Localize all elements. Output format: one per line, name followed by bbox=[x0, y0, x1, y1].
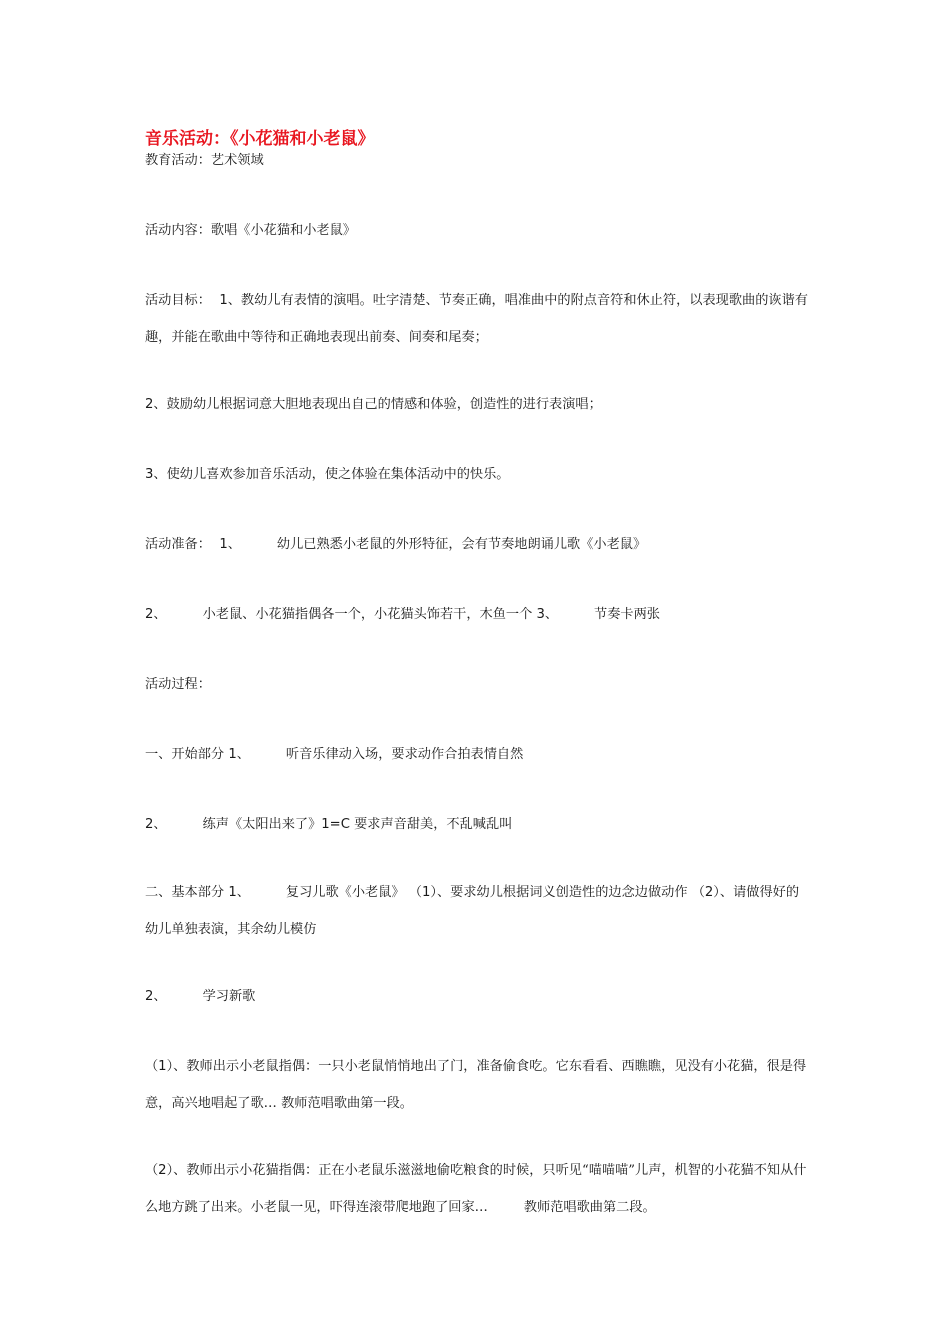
prep-2-mark: 、 bbox=[153, 607, 167, 622]
step-2-text-b: 教师范唱歌曲第二段。 bbox=[523, 1200, 656, 1215]
content-line: 活动内容：歌唱《小花猫和小老鼠》 bbox=[145, 223, 356, 238]
goals-label: 活动目标： bbox=[145, 293, 211, 308]
part2-2-mark: 、 bbox=[153, 989, 167, 1004]
prep-2-text: 小老鼠、小花猫指偶各一个，小花猫头饰若干，木鱼一个 bbox=[202, 607, 533, 622]
prep-3-number: 3 bbox=[536, 607, 545, 622]
part2-2-number: 2 bbox=[145, 989, 154, 1004]
part1-item-1 bbox=[145, 736, 810, 773]
prep-1-text: 幼儿已熟悉小老鼠的外形特征，会有节奏地朗诵儿歌《小老鼠》 bbox=[276, 537, 647, 552]
goal-2-number: 2 bbox=[145, 397, 154, 412]
goal-2-text: 、鼓励幼儿根据词意大胆地表现出自己的情感和体验，创造性的进行表演唱； bbox=[153, 397, 602, 412]
part1-item-2 bbox=[145, 806, 810, 843]
part1-label: 一、开始部分 bbox=[145, 747, 225, 762]
part1-1-text: 听音乐律动入场，要求动作合拍表情自然 bbox=[285, 747, 524, 762]
step-2-text-a: 、教师出示小花猫指偶：正在小老鼠乐滋滋地偷吃粮食的时候，只听见“喵喵喵”儿声，机智的小花猫不知从什么地方跳了出来。小老鼠一见，吓得连滚带爬地跑了回家… bbox=[145, 1163, 807, 1215]
goal-1-number: 1 bbox=[219, 293, 228, 308]
part1-2-mark: 、 bbox=[153, 817, 167, 832]
prep-label: 活动准备： bbox=[145, 537, 211, 552]
goal-item-2 bbox=[145, 386, 810, 423]
step-1-number: （1） bbox=[145, 1059, 174, 1074]
part1-1-number: 1 bbox=[228, 747, 237, 762]
part2-item-1 bbox=[145, 874, 810, 948]
field-line: 教育活动：艺术领域 bbox=[145, 153, 264, 168]
part2-step-2 bbox=[145, 1152, 810, 1226]
part2-1-sub1: （1） bbox=[408, 885, 437, 900]
part2-1-text-c: 、请做得好的幼儿单独表演，其余幼儿模仿 bbox=[145, 885, 800, 937]
prep-item-2-3 bbox=[145, 596, 810, 633]
prep-1-mark: 、 bbox=[227, 537, 241, 552]
part2-1-text-a: 复习儿歌《小老鼠》 bbox=[285, 885, 405, 900]
part2-item-2 bbox=[145, 978, 810, 1015]
part1-2-key: 1=C bbox=[321, 817, 350, 832]
part1-2-text-b: 要求声音甜美，不乱喊乱叫 bbox=[354, 817, 513, 832]
part2-1-mark: 、 bbox=[236, 885, 250, 900]
part2-step-1 bbox=[145, 1048, 810, 1122]
part1-1-mark: 、 bbox=[236, 747, 250, 762]
step-1-text: 、教师出示小老鼠指偶：一只小老鼠悄悄地出了门，准备偷食吃。它东看看、西瞧瞧，见没有小花猫，很是得意，高兴地唱起了歌… 教师范唱歌曲第一段。 bbox=[145, 1059, 807, 1111]
prep-item-1 bbox=[145, 526, 810, 563]
document-title: 音乐活动：《小花猫和小老鼠》 bbox=[145, 129, 375, 149]
goal-1-text: 、教幼儿有表情的演唱。吐字清楚、节奏正确，唱准曲中的附点音符和休止符，以表现歌曲的诙谐有趣，并能在歌曲中等待和正确地表现出前奏、间奏和尾奏； bbox=[145, 293, 808, 345]
goal-3-text: 、使幼儿喜欢参加音乐活动，使之体验在集体活动中的快乐。 bbox=[153, 467, 510, 482]
goal-item-1 bbox=[145, 282, 810, 356]
prep-3-text: 节奏卡两张 bbox=[594, 607, 660, 622]
process-label: 活动过程： bbox=[145, 677, 211, 692]
prep-3-mark: 、 bbox=[544, 607, 559, 622]
prep-1-number: 1 bbox=[219, 537, 228, 552]
part2-1-text-b: 、要求幼儿根据词义创造性的边念边做动作 bbox=[436, 885, 688, 900]
part2-1-sub2: （2） bbox=[691, 885, 720, 900]
part2-2-text: 学习新歌 bbox=[202, 989, 256, 1004]
part1-2-number: 2 bbox=[145, 817, 154, 832]
prep-2-number: 2 bbox=[145, 607, 154, 622]
part2-label: 二、基本部分 bbox=[145, 885, 225, 900]
goal-item-3 bbox=[145, 456, 810, 493]
step-2-number: （2） bbox=[145, 1163, 174, 1178]
goal-3-number: 3 bbox=[145, 467, 154, 482]
part2-1-number: 1 bbox=[228, 885, 237, 900]
part1-2-text-a: 练声《太阳出来了》 bbox=[202, 817, 322, 832]
